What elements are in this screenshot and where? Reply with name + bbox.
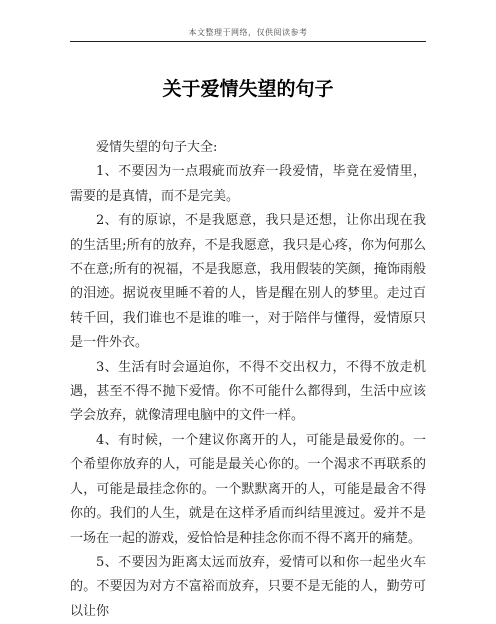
paragraph-1: 1、不要因为一点瑕疵而放弃一段爱情，毕竟在爱情里，需要的是真情，而不是完美。 bbox=[70, 164, 426, 204]
paragraph-2: 2、有的原谅，不是我愿意，我只是还想，让你出现在我的生活里;所有的放弃，不是我愿意，我只是心疼，你为何那么不在意;所有的祝福，不是我愿意，我用假装的笑颜，掩饰雨般的泪迹。据说夜里睡不着的人，皆是醒在别人的梦里。走过百转千回，我们谁也不是谁的唯一，对于陪伴与懂得，爱情原只是一件外衣。 bbox=[70, 213, 426, 351]
document-title: 关于爱情失望的句子 bbox=[162, 78, 334, 100]
paragraph-4: 4、有时候，一个建议你离开的人，可能是最爱你的。一个希望你放弃的人，可能是最关心你的。一个渴求不再联系的人，可能是最挂念你的。一个默默离开的人，可能是最舍不得你的。我们的人生，就是在这样矛盾而纠结里渡过。爱并不是一场在一起的游戏，爱恰恰是种挂念你而不得不离开的痛楚。 bbox=[70, 432, 426, 546]
paragraph-intro: 爱情失望的句子大全: bbox=[96, 140, 218, 155]
paragraph-5: 5、不要因为距离太远而放弃，爱情可以和你一起坐火车的。不要因为对方不富裕而放弃，只要不是无能的人，勤劳可以让你 bbox=[70, 554, 426, 619]
header-note: 本文整理于网络，仅供阅读参考 bbox=[188, 28, 308, 37]
header-divider bbox=[70, 41, 426, 42]
paragraph-3: 3、生活有时会逼迫你，不得不交出权力，不得不放走机遇，甚至不得不抛下爱情。你不可能什么都得到，生活中应该学会放弃，就像清理电脑中的文件一样。 bbox=[70, 359, 426, 424]
document-body bbox=[70, 136, 426, 624]
